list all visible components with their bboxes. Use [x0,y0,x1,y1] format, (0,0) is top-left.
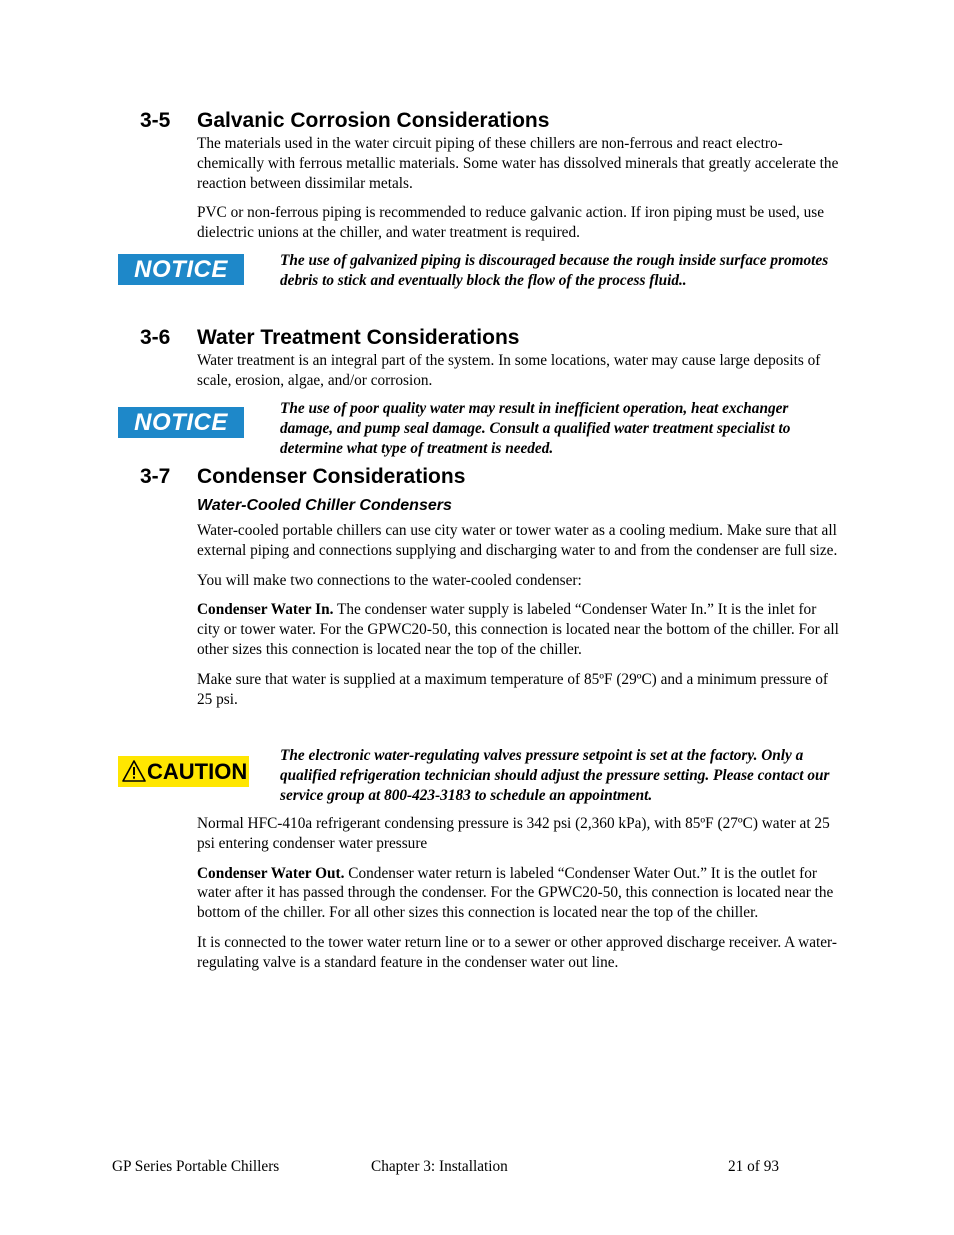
paragraph: Make sure that water is supplied at a maximum temperature of 85ºF (29ºC) and a minimum pressure of 25 psi. [197,670,828,708]
footer-document-title: GP Series Portable Chillers [112,1158,280,1175]
section-number: 3-6 [140,326,171,349]
paragraph: Water-cooled portable chillers can use city water or tower water as a cooling medium. Make sure that all external piping and connections supplying and discharging water to and from the condenser are full size. [197,522,838,559]
paragraph-lead: Condenser Water In. [197,601,334,619]
notice-text: The use of poor quality water may result in inefficient operation, heat exchanger damage, and pump seal damage. Consult a qualified water treatment specialist to determine what type of treatment is needed. [280,400,791,457]
caution-badge [118,756,249,787]
notice-text: The use of galvanized piping is discouraged because the rough inside surface promotes debris to stick and eventually block the flow of the process fluid.. [280,252,829,289]
section-body [197,134,840,243]
section-number: 3-5 [140,109,171,132]
page-footer [0,1157,954,1177]
section-condenser [140,464,840,709]
section-body [197,814,840,973]
section-water-treatment [140,325,840,391]
section-galvanic-corrosion [140,108,840,243]
section-title: Galvanic Corrosion Considerations [197,109,550,132]
section-heading [140,325,840,351]
paragraph-text: Condenser water return is labeled “Condenser Water Out.” It is the outlet for water after it has passed through the condenser. For the GPWC20-50, this connection is located near the bottom of the chiller. For all other sizes this connection is located near the top of the chiller. [197,864,834,922]
notice-badge: NOTICE [118,254,244,285]
paragraph: Water treatment is an integral part of the system. In some locations, water may cause large deposits of scale, erosion, algae, and/or corrosion. [197,352,821,389]
section-title: Water Treatment Considerations [197,326,520,349]
section-heading [140,464,840,490]
paragraph-text: The condenser water supply is labeled “Condenser Water In.” It is the inlet for city or tower water. For the GPWC20-50, this connection is located near the bottom of the chiller. For all other sizes this connection is located near the top of the chiller. [197,601,839,658]
paragraph-lead: Condenser Water Out. [197,864,345,882]
paragraph: You will make two connections to the water-cooled condenser: [197,571,582,589]
section-body [197,351,840,391]
notice-badge: NOTICE [118,407,244,438]
section-title: Condenser Considerations [197,465,466,488]
caution-label: CAUTION [147,759,248,784]
paragraph-condenser-water-in [197,600,840,659]
section-condenser-continued [140,814,840,973]
footer-page-number: 21 of 93 [728,1158,779,1175]
section-number: 3-7 [140,465,171,488]
section-heading [140,108,840,134]
paragraph: Normal HFC-410a refrigerant condensing pressure is 342 psi (2,360 kPa), with 85ºF (27ºC) water at 25 psi entering condenser water pressure [197,815,830,852]
paragraph: It is connected to the tower water return line or to a sewer or other approved discharge receiver. A water-regulating valve is a standard feature in the condenser water out line. [197,933,837,971]
notice-callout-water-quality [118,399,843,461]
paragraph: PVC or non-ferrous piping is recommended to reduce galvanic action. If iron piping must be used, use dielectric unions at the chiller, and water treatment is required. [197,204,825,242]
paragraph-condenser-water-out [197,864,840,923]
warning-triangle-icon [122,760,146,782]
notice-callout-galvanized [118,251,843,313]
section-body [197,496,840,709]
paragraph: The materials used in the water circuit piping of these chillers are non-ferrous and react electro-chemically with ferrous metallic materials. Some water has dissolved minerals that greatly accelerate the reaction between dissimilar metals. [197,135,839,192]
footer-chapter: Chapter 3: Installation [371,1158,508,1175]
caution-text: The electronic water-regulating valves pressure setpoint is set at the factory. Only a qualified refrigeration technician should adjust the pressure setting. Please contact our service group at 800-423-3183 to schedule an appointment. [280,747,830,804]
subheading: Water-Cooled Chiller Condensers [197,497,452,514]
caution-callout [118,746,843,808]
